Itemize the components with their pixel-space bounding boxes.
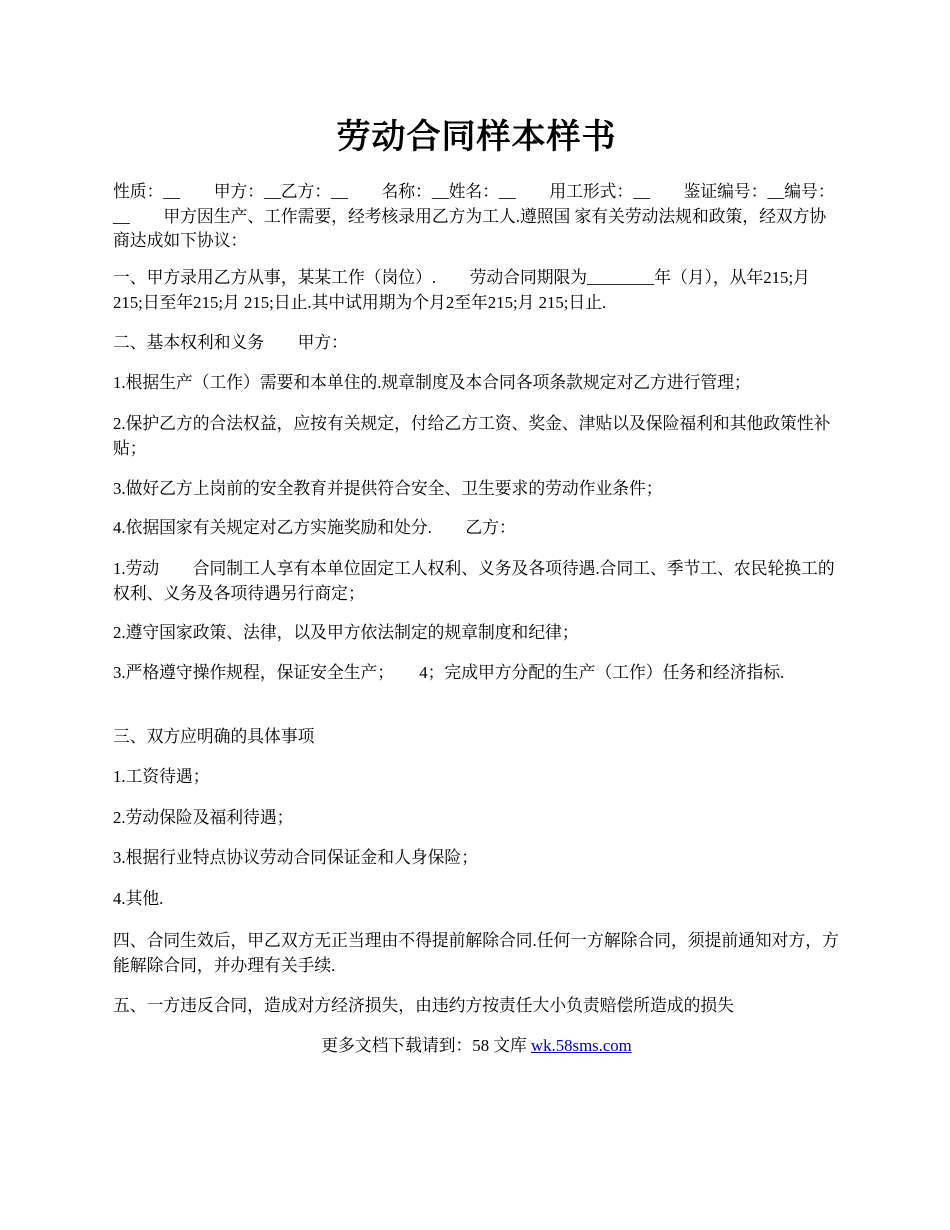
paragraph-termination: 四、合同生效后，甲乙双方无正当理由不得提前解除合同.任何一方解除合同，须提前通知对方，方能解除合同，并办理有关手续.: [113, 931, 839, 975]
paragraph-party-a-2: 2.保护乙方的合法权益，应按有关规定，付给乙方工资、奖金、津贴以及保险福利和其他政策性补贴；: [113, 414, 831, 458]
paragraph-party-a-1: 1.根据生产（工作）需要和本单住的.规章制度及本合同各项条款规定对乙方进行管理；: [113, 373, 751, 392]
paragraph-breach: 五、一方违反合同，造成对方经济损失，由违约方按责任大小负责赔偿所造成的损失: [113, 996, 734, 1015]
footer: [113, 1034, 840, 1058]
paragraph-header: 性质：__ 甲方：__乙方：__ 名称：__姓名：__ 用工形式：__ 鉴证编号：__编号：__ 甲方因生产、工作需要，经考核录用乙方为工人.遵照国 家有关劳动法规和政策，经双方协商达成如下协议：: [113, 182, 835, 250]
paragraph-party-a-3: 3.做好乙方上岗前的安全教育并提供符合安全、卫生要求的劳动作业条件；: [113, 479, 663, 498]
section-heading-matters: 三、双方应明确的具体事项: [113, 727, 315, 746]
paragraph-term: 一、甲方录用乙方从事，某某工作（岗位）. 劳动合同期限为________年（月），从年215;月 215;日至年215;月 215;日止.其中试用期为个月2至年215;月 215;日止.: [113, 268, 815, 312]
paragraph-matters-2: 2.劳动保险及福利待遇；: [113, 808, 294, 827]
paragraph-party-a-4: 4.依据国家有关规定对乙方实施奖励和处分. 乙方：: [113, 518, 516, 537]
paragraph-matters-3: 3.根据行业特点协议劳动合同保证金和人身保险；: [113, 848, 478, 867]
paragraph-party-b-1: 1.劳动 合同制工人享有本单位固定工人权利、义务及各项待遇.合同工、季节工、农民轮换工的权利、义务及各项待遇另行商定；: [113, 559, 835, 603]
section-heading-rights: 二、基本权利和义务 甲方：: [113, 333, 348, 352]
document-title: 劳动合同样本样书: [336, 119, 617, 156]
paragraph-party-b-3: 3.严格遵守操作规程，保证安全生产； 4；完成甲方分配的生产（工作）任务和经济指标.: [113, 663, 785, 682]
paragraph-party-b-2: 2.遵守国家政策、法律，以及甲方依法制定的规章制度和纪律；: [113, 623, 579, 642]
footer-link[interactable]: wk.58sms.com: [531, 1036, 632, 1055]
paragraph-matters-1: 1.工资待遇；: [113, 767, 210, 786]
paragraph-matters-4: 4.其他.: [113, 889, 164, 908]
footer-text: 更多文档下载请到：58 文库: [321, 1036, 532, 1055]
